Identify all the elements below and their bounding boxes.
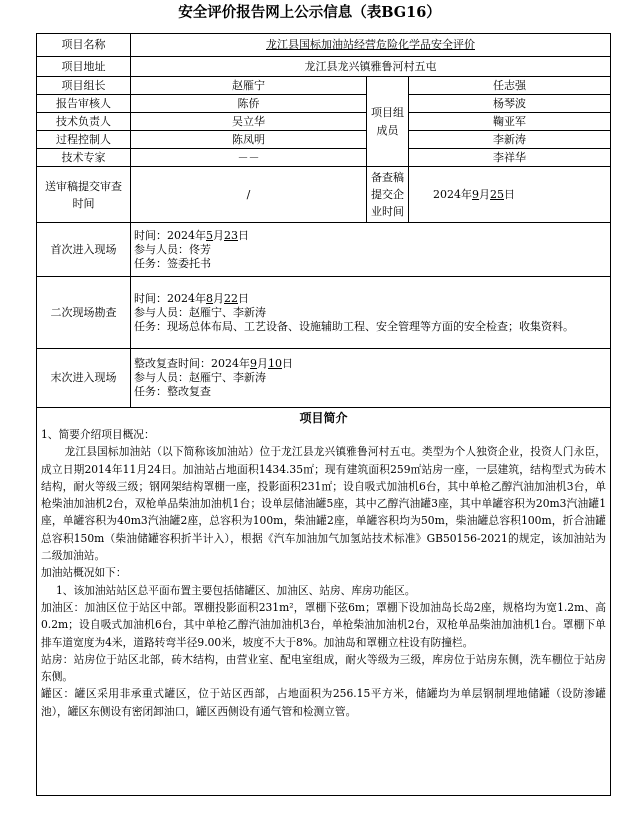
last-visit-people: 参与人员：赵雁宁、李新涛 — [134, 371, 266, 384]
intro-cell — [37, 408, 611, 796]
project-address-label: 项目地址 — [37, 57, 131, 77]
row-role-expert — [37, 149, 611, 167]
submit-label: 送审稿提交审查时间 — [37, 167, 131, 223]
last-visit-details — [131, 349, 611, 408]
first-visit-details — [131, 223, 611, 277]
row-project-address — [37, 57, 611, 77]
team-member: 李新涛 — [409, 131, 611, 149]
role-value: 陈侨 — [131, 95, 367, 113]
row-last-visit — [37, 349, 611, 408]
last-visit-task: 任务：整改复查 — [134, 385, 211, 398]
submit-value: / — [131, 167, 367, 223]
intro-paragraph: 罐区：罐区采用非承重式罐区，位于站区西部，占地面积为256.15平方米，储罐均为单层钢制埋地储罐（设防渗罐池），罐区东侧设有密闭卸油口，罐区西侧设有通气管和检测立管。 — [41, 687, 606, 718]
filed-label: 备查稿提交企业时间 — [367, 167, 409, 223]
intro-paragraph: 龙江县国标加油站（以下简称该加油站）位于龙江县龙兴镇雅鲁河村五屯。类型为个人独资企业，投资人门永臣，成立日期2014年11月24日。加油站占地面积1434.35㎡；现有建筑面积259㎡站房一座，一层建筑，结构型式为砖木结构，耐火等级三级；钢网架结构罩棚一座，投影面积231㎡；设自吸式加油机6台，其中单枪乙醇汽油加油机3台，单枪柴油加油机2台，双枪单品柴油加油机1台；设单层储油罐5座，其中乙醇汽油罐3座，其中单罐容积为20m3汽油罐1座，单罐容积为40m3汽油罐2座，总容积为100m，柴油罐2座，单罐容积均为50m，柴油罐总容积100m，折合油罐总容积150m（柴油储罐容积折半计入），根据《汽车加油加气加氢站技术标准》GB50156-2021的规定，该加油站为二级加油站。 — [41, 445, 606, 563]
intro-paragraph: 站房：站房位于站区北部，砖木结构，由营业室、配电室组成，耐火等级为三级，库房位于站房东侧，洗车棚位于站房东侧。 — [41, 652, 606, 684]
role-label: 项目组长 — [37, 77, 131, 95]
row-first-visit — [37, 223, 611, 277]
first-visit-task: 任务：签委托书 — [134, 256, 211, 270]
first-visit-label: 首次进入现场 — [37, 223, 131, 277]
last-visit-time: 整改复查时间：2024年9月10日 — [134, 357, 293, 370]
filed-date: 2024年9月25日 — [409, 167, 611, 223]
role-label: 报告审核人 — [37, 95, 131, 113]
role-value: 吴立华 — [131, 113, 367, 131]
info-table — [36, 33, 611, 796]
intro-paragraph: 1、该加油站站区总平面布置主要包括储罐区、加油区、站房、库房功能区。 — [55, 583, 416, 597]
role-value: 赵雁宁 — [131, 77, 367, 95]
document-title: 安全评价报告网上公示信息（表BG16） — [178, 4, 441, 21]
intro-paragraph: 加油站概况如下： — [41, 566, 127, 580]
second-visit-task: 任务：现场总体布局、工艺设备、设施辅助工程、安全管理等方面的安全检查；收集资料。 — [134, 319, 574, 333]
project-name-value: 龙江县国标加油站经营危险化学品安全评价 — [131, 34, 611, 57]
project-address-value: 龙江县龙兴镇雅鲁河村五屯 — [131, 57, 611, 77]
row-role-reviewer — [37, 95, 611, 113]
team-member: 李祥华 — [409, 149, 611, 167]
last-visit-label: 末次进入现场 — [37, 349, 131, 408]
team-members-label: 项目组成员 — [367, 77, 409, 167]
team-member: 鞠亚军 — [409, 113, 611, 131]
second-visit-label: 二次现场勘查 — [37, 277, 131, 349]
team-member: 任志强 — [409, 77, 611, 95]
second-visit-people: 参与人员：赵雁宁、李新涛 — [134, 305, 266, 319]
intro-paragraph: 加油区：加油区位于站区中部。罩棚投影面积231m²，罩棚下弦6m；罩棚下设加油岛长岛2座，规格均为宽1.2m、高0.2m；设自吸式加油机6台，其中单枪乙醇汽油加油机3台，单枪柴油加油机2台，双枪单品柴油加油机1台。罩棚下单排车道宽度为4米，道路转弯半径9.00米，坡度不大于8%。加油岛和罩棚立柱设有防撞栏。 — [41, 600, 606, 649]
row-submit — [37, 167, 611, 223]
first-visit-people: 参与人员：佟芳 — [134, 242, 211, 256]
intro-title: 项目简介 — [299, 411, 348, 425]
role-label: 技术专家 — [37, 149, 131, 167]
row-project-name — [37, 34, 611, 57]
second-visit-details — [131, 277, 611, 349]
row-role-leader — [37, 77, 611, 95]
role-value: －－ — [131, 149, 367, 167]
first-visit-time: 时间：2024年5月23日 — [134, 228, 249, 242]
project-name-label: 项目名称 — [37, 34, 131, 57]
row-second-visit — [37, 277, 611, 349]
team-member: 杨琴波 — [409, 95, 611, 113]
row-role-tech-lead — [37, 113, 611, 131]
role-label: 过程控制人 — [37, 131, 131, 149]
intro-heading: 1、简要介绍项目概况： — [41, 428, 155, 441]
role-value: 陈凤明 — [131, 131, 367, 149]
row-role-process — [37, 131, 611, 149]
role-label: 技术负责人 — [37, 113, 131, 131]
row-intro — [37, 408, 611, 796]
second-visit-time: 时间：2024年8月22日 — [134, 291, 249, 305]
